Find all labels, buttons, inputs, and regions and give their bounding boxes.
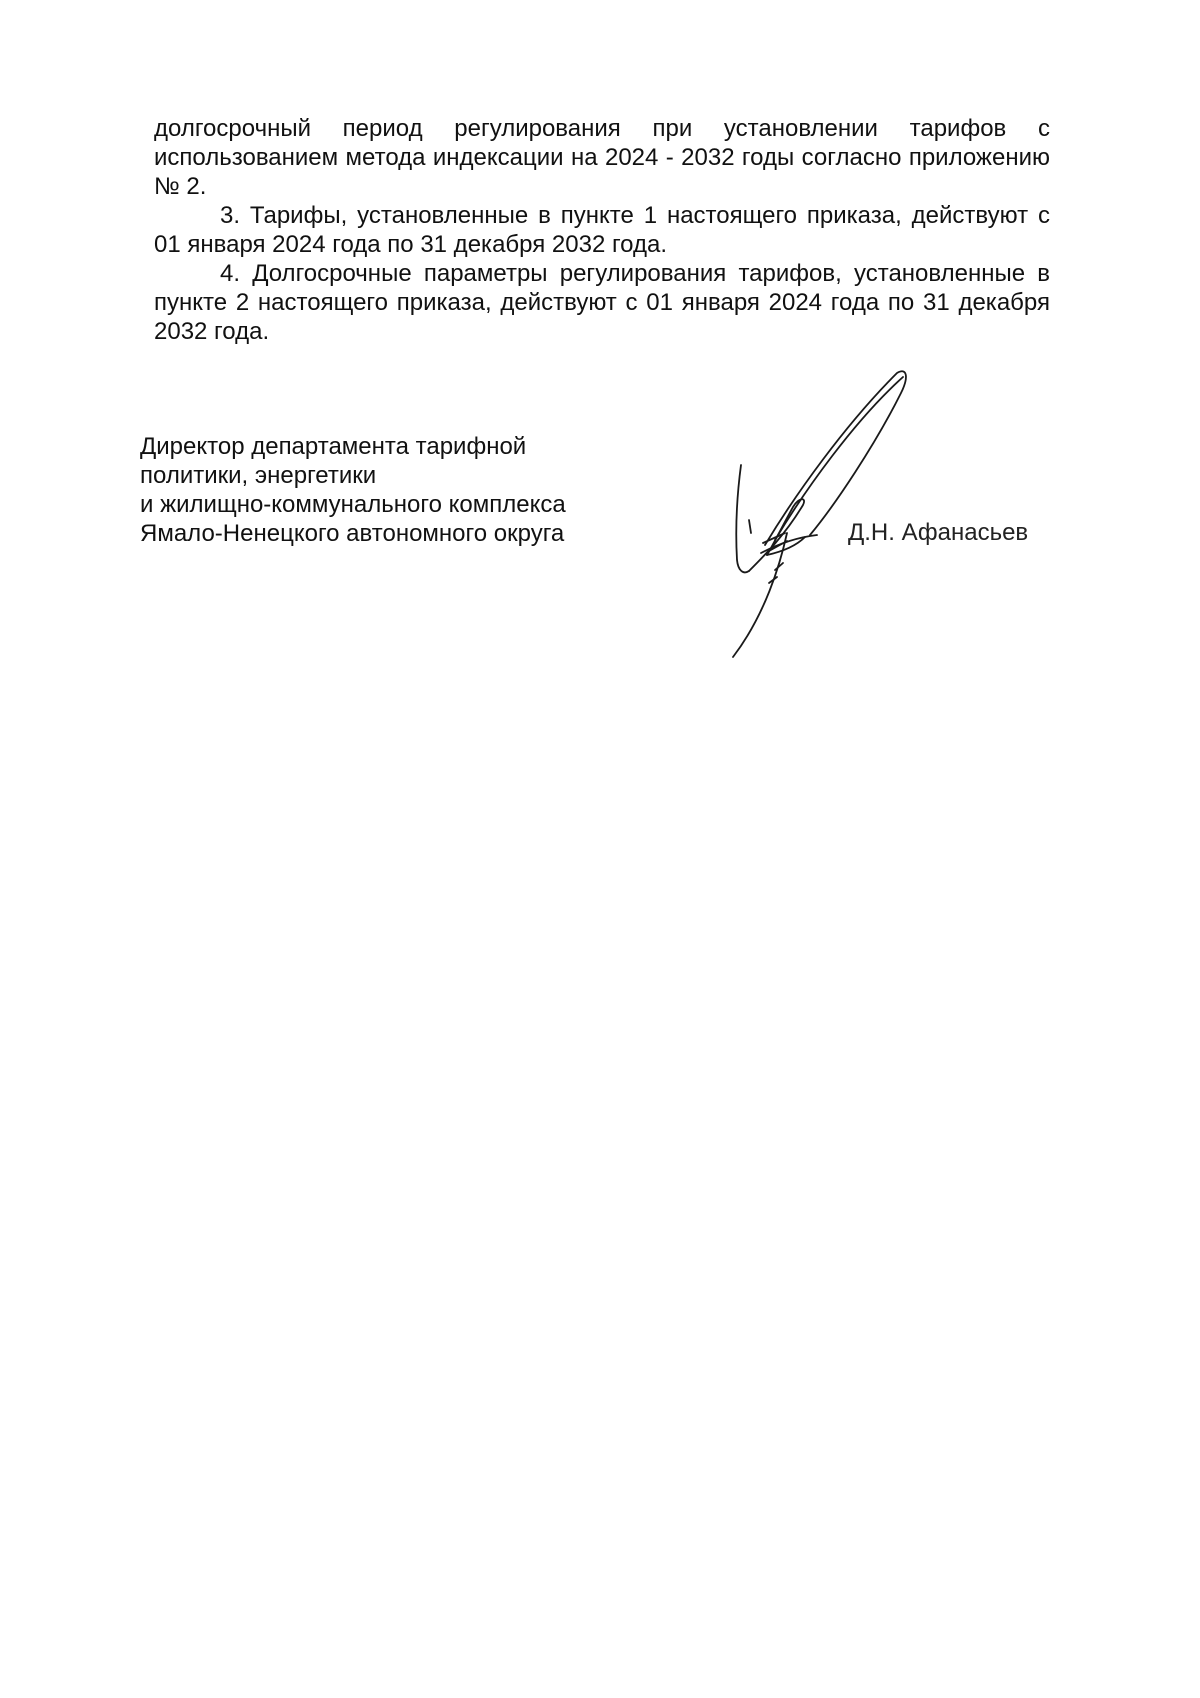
signer-name: Д.Н. Афанасьев: [848, 519, 1029, 546]
paragraph-continuation: долгосрочный период регулирования при установлении тарифов с использованием метода индексации на 2024 - 2032 годы согласно приложению № 2.: [154, 115, 1050, 200]
paragraph-item-3: 3. Тарифы, установленные в пункте 1 настоящего приказа, действуют с 01 января 2024 года по 31 декабря 2032 года.: [154, 202, 1050, 258]
paragraph-item-4: 4. Долгосрочные параметры регулирования тарифов, установленные в пункте 2 настоящего приказа, действуют с 01 января 2024 года по 31 декабря 2032 года.: [154, 260, 1050, 345]
handwritten-signature: [725, 365, 915, 665]
signer-position-line: политики, энергетики: [140, 462, 377, 489]
document-body: [154, 114, 1050, 346]
signer-position: [140, 432, 660, 548]
signer-position-line: Ямало-Ненецкого автономного округа: [140, 520, 565, 547]
signer-position-line: Директор департамента тарифной: [140, 433, 527, 460]
signer-position-line: и жилищно-коммунального комплекса: [140, 491, 566, 518]
